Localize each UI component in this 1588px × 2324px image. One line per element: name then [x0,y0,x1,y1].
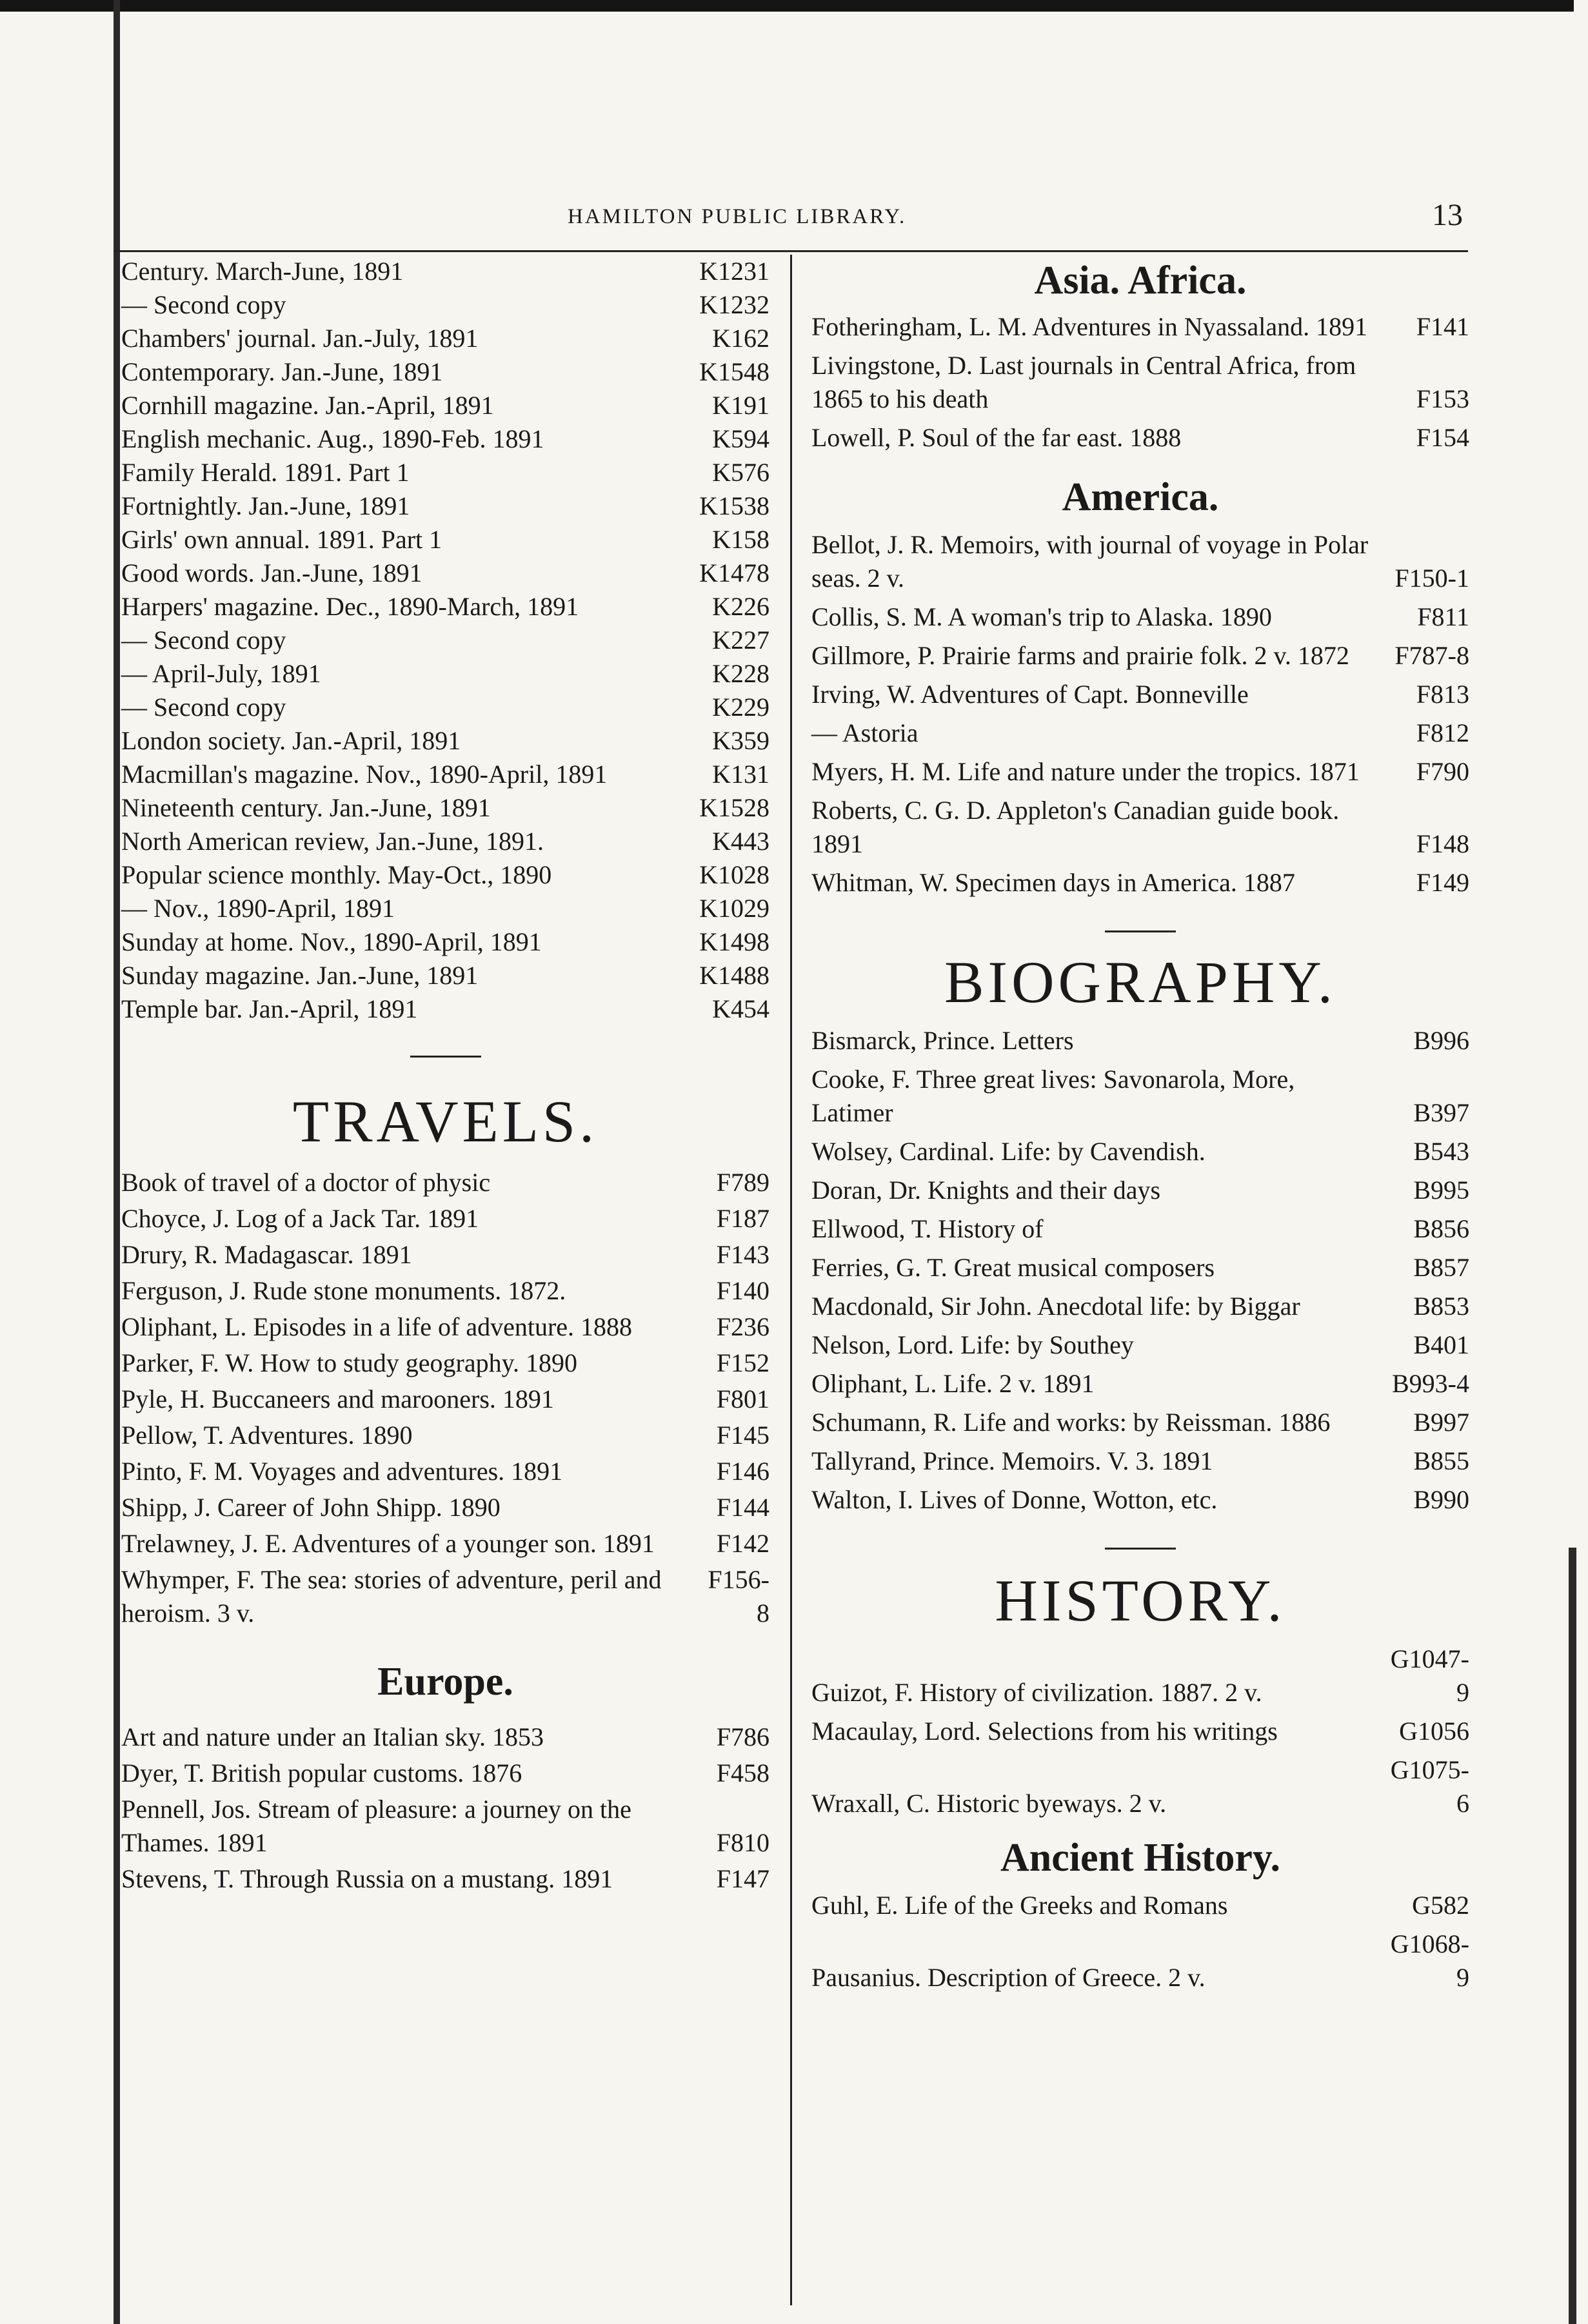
travel-entry: Trelawney, J. E. Adventures of a younger son. 1891 F142 [121,1529,769,1558]
biography-entry: Walton, I. Lives of Donne, Wotton, etc. B990 [811,1485,1469,1514]
page-right-edge [1569,1548,1576,2324]
history-entry: Guizot, F. History of civilization. 1887. 2 v. G1047-9 [811,1644,1469,1707]
travel-entry: Pinto, F. M. Voyages and adventures. 1891 F146 [121,1457,769,1486]
periodical-entry: Contemporary. Jan.-June, 1891 K1548 [121,357,769,386]
running-header: HAMILTON PUBLIC LIBRARY. [568,205,907,228]
biography-entry: Oliphant, L. Life. 2 v. 1891 B993-4 [811,1369,1469,1398]
asia-africa-entry: Fotheringham, L. M. Adventures in Nyassaland. 1891 F141 [811,312,1469,341]
america-entry: Roberts, C. G. D. Appleton's Canadian guide book. 1891 F148 [811,796,1469,858]
periodical-entry: Macmillan's magazine. Nov., 1890-April, 1891 K131 [121,760,769,789]
column-divider [790,255,792,2305]
history-list [811,1642,1469,1820]
asia-africa-list [811,310,1469,455]
europe-heading: Europe. [377,1660,513,1704]
travels-heading: TRAVELS. [292,1088,599,1154]
travel-entry: Parker, F. W. How to study geography. 1890 F152 [121,1348,769,1377]
asia-africa-entry: Livingstone, D. Last journals in Central Africa, from 1865 to his death F153 [811,351,1469,413]
periodical-entry: London society. Jan.-April, 1891 K359 [121,726,769,755]
travel-entry: Book of travel of a doctor of physic F789 [121,1168,769,1197]
america-entry: Irving, W. Adventures of Capt. Bonneville F813 [811,680,1469,709]
travel-entry: Pellow, T. Adventures. 1890 F145 [121,1421,769,1450]
history-heading: HISTORY. [995,1568,1286,1633]
europe-entry: Art and nature under an Italian sky. 1853 F786 [121,1722,769,1751]
biography-entry: Bismarck, Prince. Letters B996 [811,1026,1469,1055]
periodical-entry: — Second copy K229 [121,693,769,722]
periodical-entry: Chambers' journal. Jan.-July, 1891 K162 [121,324,769,353]
europe-entry: Pennell, Jos. Stream of pleasure: a journey on the Thames. 1891 F810 [121,1795,769,1857]
travel-entry: Whymper, F. The sea: stories of adventure, peril and heroism. 3 v. F156-8 [121,1565,769,1628]
biography-entry: Wolsey, Cardinal. Life: by Cavendish. B543 [811,1137,1469,1166]
travel-entry: Ferguson, J. Rude stone monuments. 1872. F140 [121,1276,769,1305]
history-entry: Macaulay, Lord. Selections from his writings G1056 [811,1717,1469,1746]
america-list [811,528,1469,900]
periodical-entry: Nineteenth century. Jan.-June, 1891 K1528 [121,793,769,822]
travel-entry: Choyce, J. Log of a Jack Tar. 1891 F187 [121,1204,769,1233]
europe-entry: Stevens, T. Through Russia on a mustang. 1891 F147 [121,1864,769,1893]
page-left-edge [114,0,120,2324]
periodical-entry: English mechanic. Aug., 1890-Feb. 1891 K594 [121,424,769,453]
periodical-entry: Harpers' magazine. Dec., 1890-March, 1891 K226 [121,592,769,621]
ancient-history-list [811,1889,1469,1994]
biography-entry: Macdonald, Sir John. Anecdotal life: by Biggar B853 [811,1292,1469,1321]
travels-list [121,1166,769,1630]
travel-entry: Drury, R. Madagascar. 1891 F143 [121,1240,769,1269]
asia-africa-heading: Asia. Africa. [1034,259,1247,302]
ancient-history-entry: Pausanius. Description of Greece. 2 v. G1068-9 [811,1929,1469,1992]
ancient-history-entry: Guhl, E. Life of the Greeks and Romans G582 [811,1891,1469,1920]
biography-entry: Nelson, Lord. Life: by Southey B401 [811,1330,1469,1359]
asia-africa-entry: Lowell, P. Soul of the far east. 1888 F154 [811,423,1469,452]
periodical-entry: Sunday at home. Nov., 1890-April, 1891 K1498 [121,927,769,956]
biography-entry: Ferries, G. T. Great musical composers B857 [811,1253,1469,1282]
biography-entry: Ellwood, T. History of B856 [811,1214,1469,1243]
europe-list [121,1720,769,1896]
biography-list [811,1024,1469,1517]
america-entry: Myers, H. M. Life and nature under the tropics. 1871 F790 [811,757,1469,786]
periodical-entry: — Nov., 1890-April, 1891 K1029 [121,894,769,923]
europe-entry: Dyer, T. British popular customs. 1876 F458 [121,1758,769,1787]
periodical-entry: Fortnightly. Jan.-June, 1891 K1538 [121,491,769,520]
america-heading: America. [1062,475,1219,519]
america-entry: Gillmore, P. Prairie farms and prairie folk. 2 v. 1872 F787-8 [811,641,1469,670]
periodical-entry: Temple bar. Jan.-April, 1891 K454 [121,994,769,1023]
ancient-history-heading: Ancient History. [1000,1836,1280,1880]
periodical-entry: — Second copy K1232 [121,290,769,319]
periodicals-list [121,255,769,1026]
travel-entry: Oliphant, L. Episodes in a life of adventure. 1888 F236 [121,1312,769,1341]
periodical-entry: Good words. Jan.-June, 1891 K1478 [121,558,769,587]
periodical-entry: Century. March-June, 1891 K1231 [121,257,769,286]
america-entry: Whitman, W. Specimen days in America. 1887 F149 [811,868,1469,897]
periodical-entry: Cornhill magazine. Jan.-April, 1891 K191 [121,391,769,420]
biography-entry: Tallyrand, Prince. Memoirs. V. 3. 1891 B855 [811,1446,1469,1475]
america-entry: Collis, S. M. A woman's trip to Alaska. 1890 F811 [811,602,1469,631]
periodical-entry: Girls' own annual. 1891. Part 1 K158 [121,525,769,554]
history-entry: Wraxall, C. Historic byeways. 2 v. G1075-6 [811,1755,1469,1818]
america-entry: Bellot, J. R. Memoirs, with journal of voyage in Polar seas. 2 v. F150-1 [811,530,1469,593]
periodical-entry: Family Herald. 1891. Part 1 K576 [121,458,769,487]
header-rule [114,250,1468,252]
page-top-edge [0,0,1574,12]
periodical-entry: — April-July, 1891 K228 [121,659,769,688]
america-entry: — Astoria F812 [811,718,1469,747]
biography-entry: Doran, Dr. Knights and their days B995 [811,1176,1469,1205]
periodical-entry: North American review, Jan.-June, 1891. K443 [121,827,769,856]
periodical-entry: — Second copy K227 [121,625,769,655]
left-column [121,255,769,1898]
right-column [811,255,1469,2000]
biography-entry: Cooke, F. Three great lives: Savonarola, More, Latimer B397 [811,1065,1469,1127]
travel-entry: Pyle, H. Buccaneers and marooners. 1891 F801 [121,1384,769,1413]
travel-entry: Shipp, J. Career of John Shipp. 1890 F144 [121,1493,769,1522]
biography-heading: BIOGRAPHY. [944,949,1336,1015]
periodical-entry: Sunday magazine. Jan.-June, 1891 K1488 [121,961,769,990]
page-number: 13 [1432,198,1463,232]
periodical-entry: Popular science monthly. May-Oct., 1890 K1028 [121,860,769,889]
biography-entry: Schumann, R. Life and works: by Reissman. 1886 B997 [811,1408,1469,1437]
